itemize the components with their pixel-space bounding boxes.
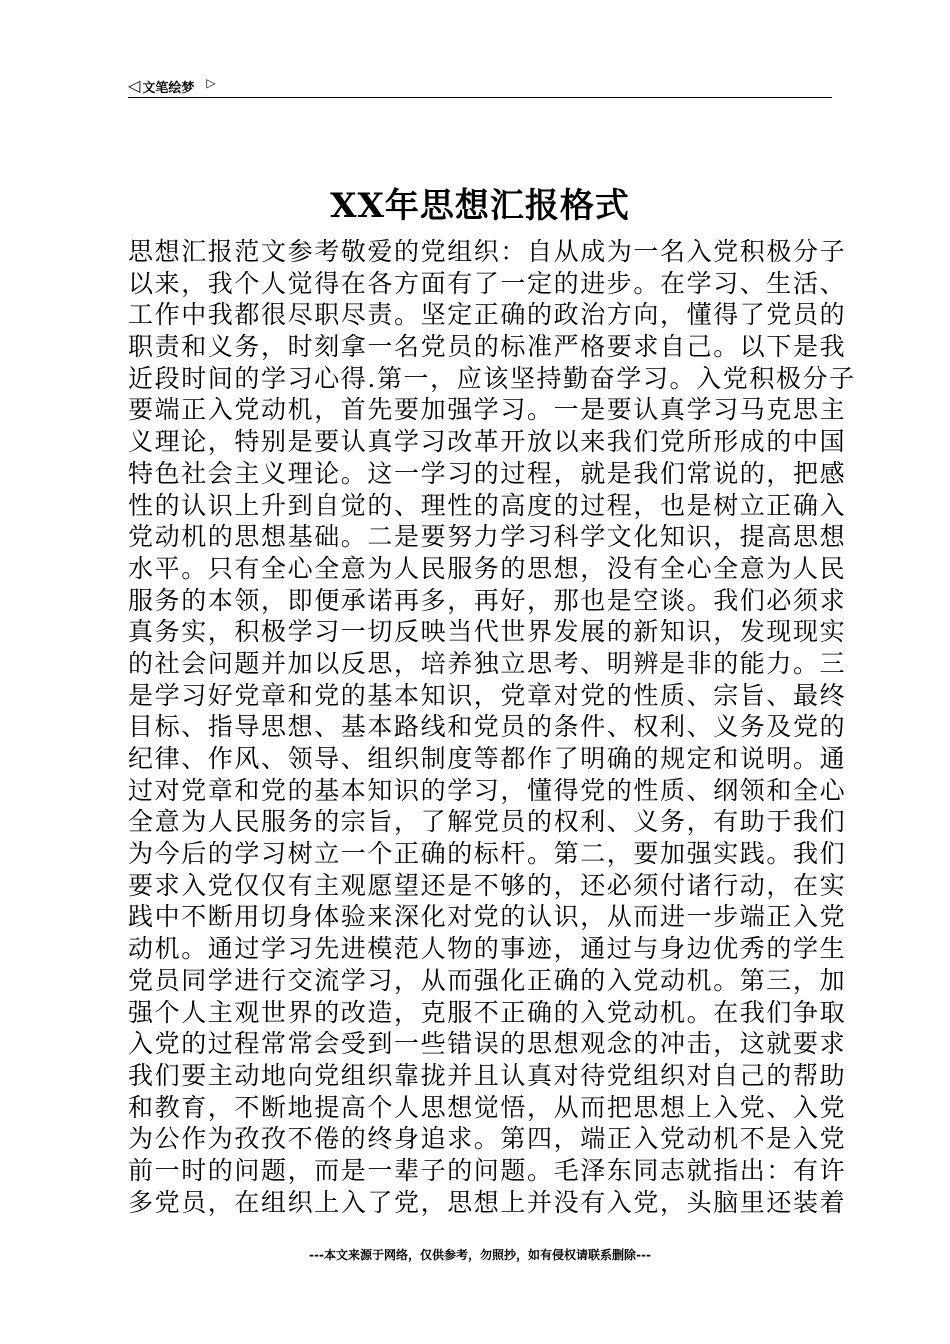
body-line: 过对党章和党的基本知识的学习，懂得党的性质、纲领和全心 <box>128 775 847 805</box>
body-line: 入党的过程常常会受到一些错误的思想观念的冲击，这就要求 <box>128 1029 847 1059</box>
body-line: 前一时的问题，而是一辈子的问题。毛泽东同志就指出：有许 <box>128 1155 847 1185</box>
body-line: 全意为人民服务的宗旨，了解党员的权利、义务，有助于我们 <box>128 807 847 837</box>
body-line: 近段时间的学习心得.第一，应该坚持勤奋学习。入党积极分子 <box>128 363 856 393</box>
body-line: 以来，我个人觉得在各方面有了一定的进步。在学习、生活、 <box>128 268 847 298</box>
body-line: 和教育，不断地提高个人思想觉悟，从而把思想上入党、入党 <box>128 1092 847 1122</box>
body-line: 目标、指导思想、基本路线和党员的条件、权利、义务及党的 <box>128 712 847 742</box>
body-line: 服务的本领，即便承诺再多，再好，那也是空谈。我们必须求 <box>128 585 847 615</box>
body-line: 党员同学进行交流学习，从而强化正确的入党动机。第三，加 <box>128 965 847 995</box>
body-line: 性的认识上升到自觉的、理性的高度的过程，也是树立正确入 <box>128 490 847 520</box>
body-line: 要求入党仅仅有主观愿望还是不够的，还必须付诸行动，在实 <box>128 870 847 900</box>
body-line: 动机。通过学习先进模范人物的事迹，通过与身边优秀的学生 <box>128 934 847 964</box>
footer-notice: ---本文来源于网络，仅供参考，勿照抄，如有侵权请联系删除--- <box>309 1248 651 1262</box>
page-header <box>128 74 832 98</box>
body-line: 强个人主观世界的改造，克服不正确的入党动机。在我们争取 <box>128 997 847 1027</box>
body-line: 多党员，在组织上入了党，思想上并没有入党，头脑里还装着 <box>128 1187 847 1217</box>
body-line: 为公作为孜孜不倦的终身追求。第四，端正入党动机不是入党 <box>128 1124 847 1154</box>
body-line: 为今后的学习树立一个正确的标杆。第二，要加强实践。我们 <box>128 839 847 869</box>
body-line: 义理论，特别是要认真学习改革开放以来我们党所形成的中国 <box>128 427 847 457</box>
body-line: 党动机的思想基础。二是要努力学习科学文化知识，提高思想 <box>128 522 847 552</box>
document-body <box>128 236 856 1218</box>
body-line: 工作中我都很尽职尽责。坚定正确的政治方向，懂得了党员的 <box>128 300 847 330</box>
body-line: 纪律、作风、领导、组织制度等都作了明确的规定和说明。通 <box>128 744 847 773</box>
document-title: XX年思想汇报格式 <box>330 186 630 226</box>
header-divider <box>128 97 832 98</box>
body-line: 我们要主动地向党组织靠拢并且认真对待党组织对自己的帮助 <box>128 1060 847 1090</box>
body-line: 水平。只有全心全意为人民服务的思想，没有全心全意为人民 <box>128 553 847 583</box>
body-line: 是学习好党章和党的基本知识，党章对党的性质、宗旨、最终 <box>128 680 847 710</box>
body-line: 特色社会主义理论。这一学习的过程，就是我们常说的，把感 <box>128 458 847 488</box>
left-triangle-icon: ◁ <box>128 76 141 95</box>
body-line: 职责和义务，时刻拿一名党员的标准严格要求自己。以下是我 <box>128 332 847 362</box>
body-line: 的社会问题并加以反思，培养独立思考、明辨是非的能力。三 <box>128 648 847 678</box>
body-line: 思想汇报范文参考敬爱的党组织：自从成为一名入党积极分子 <box>128 237 847 266</box>
right-triangle-icon: ▷ <box>206 76 216 90</box>
body-line: 真务实，积极学习一切反映当代世界发展的新知识，发现现实 <box>128 617 847 647</box>
body-line: 践中不断用切身体验来深化对党的认识，从而进一步端正入党 <box>128 902 847 932</box>
body-line: 要端正入党动机，首先要加强学习。一是要认真学习马克思主 <box>128 395 847 425</box>
header-brand: 文笔绘梦 <box>142 80 195 96</box>
